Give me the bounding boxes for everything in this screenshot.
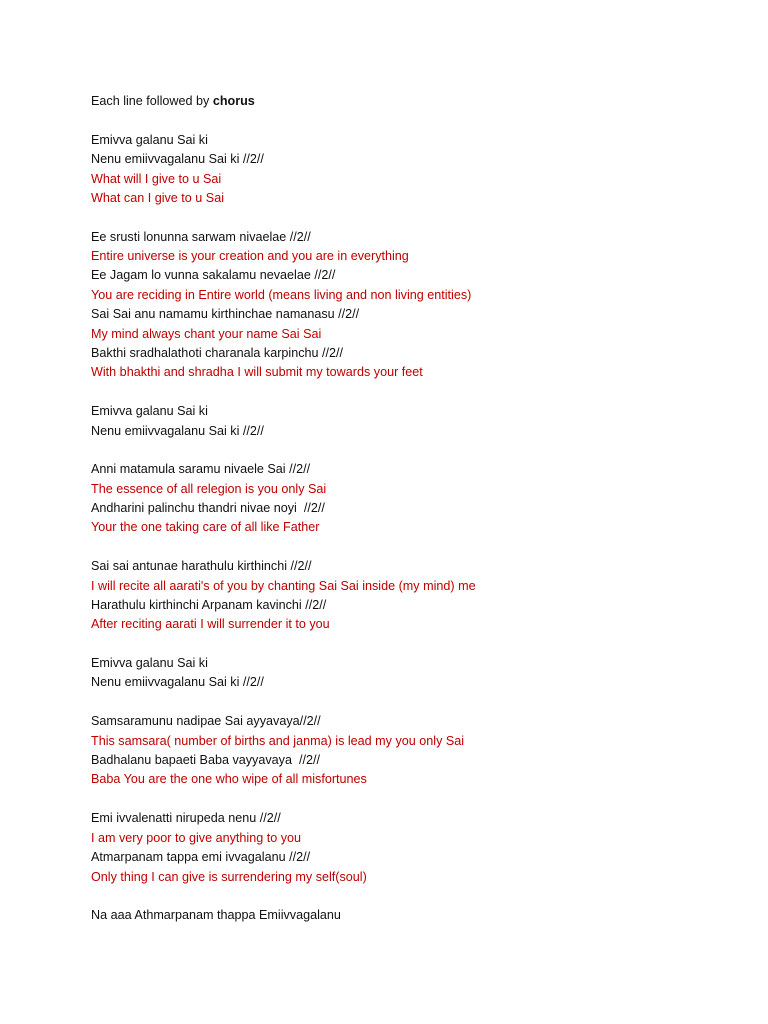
lyric-line: Nenu emiivvagalanu Sai ki //2// [91, 675, 264, 689]
translation-line: With bhakthi and shradha I will submit my towards your feet [91, 365, 423, 379]
intro-text: Each line followed by [91, 94, 213, 108]
translation-line: Only thing I can give is surrendering my self(soul) [91, 870, 367, 884]
translation-line: You are reciding in Entire world (means living and non living entities) [91, 288, 472, 302]
intro-line [91, 94, 255, 109]
translation-line: I will recite all aarati's of you by chanting Sai Sai inside (my mind) me [91, 579, 476, 593]
lyric-line: Sai sai antunae harathulu kirthinchi //2// [91, 559, 312, 573]
lyric-line: Na aaa Athmarpanam thappa Emiivvagalanu [91, 908, 341, 922]
lyric-line: Ee srusti lonunna sarwam nivaelae //2// [91, 230, 311, 244]
lyric-line: Badhalanu bapaeti Baba vayyavaya //2// [91, 753, 320, 767]
translation-line: I am very poor to give anything to you [91, 831, 302, 845]
lyric-line: Andharini palinchu thandri nivae noyi //2// [91, 501, 325, 515]
lyric-line: Ee Jagam lo vunna sakalamu nevaelae //2// [91, 268, 336, 282]
translation-line: The essence of all relegion is you only Sai [91, 482, 327, 496]
chorus-word: chorus [212, 94, 255, 108]
lyric-line: Harathulu kirthinchi Arpanam kavinchi //2// [91, 598, 327, 612]
lyric-line: Anni matamula saramu nivaele Sai //2// [91, 462, 311, 476]
lyric-line: Nenu emiivvagalanu Sai ki //2// [91, 152, 264, 166]
lyric-line: Samsaramunu nadipae Sai ayyavaya//2// [91, 714, 321, 728]
translation-line: Your the one taking care of all like Father [91, 520, 320, 534]
translation-line: My mind always chant your name Sai Sai [91, 327, 322, 341]
lyric-line: Emivva galanu Sai ki [91, 133, 208, 147]
lyric-line: Bakthi sradhalathoti charanala karpinchu //2// [91, 346, 344, 360]
lyric-line: Nenu emiivvagalanu Sai ki //2// [91, 424, 264, 438]
lyric-line: Sai Sai anu namamu kirthinchae namanasu //2// [91, 307, 360, 321]
translation-line: After reciting aarati I will surrender it to you [91, 617, 330, 631]
lyric-line: Emivva galanu Sai ki [91, 404, 208, 418]
lyric-line: Emivva galanu Sai ki [91, 656, 208, 670]
translation-line: Entire universe is your creation and you are in everything [91, 249, 409, 263]
translation-line: What can I give to u Sai [91, 191, 225, 205]
translation-line: Baba You are the one who wipe of all misfortunes [91, 772, 367, 786]
translation-line: What will I give to u Sai [91, 172, 222, 186]
lyric-line: Atmarpanam tappa emi ivvagalanu //2// [91, 850, 311, 864]
translation-line: This samsara( number of births and janma) is lead my you only Sai [91, 734, 465, 748]
lyric-line: Emi ivvalenatti nirupeda nenu //2// [91, 811, 281, 825]
